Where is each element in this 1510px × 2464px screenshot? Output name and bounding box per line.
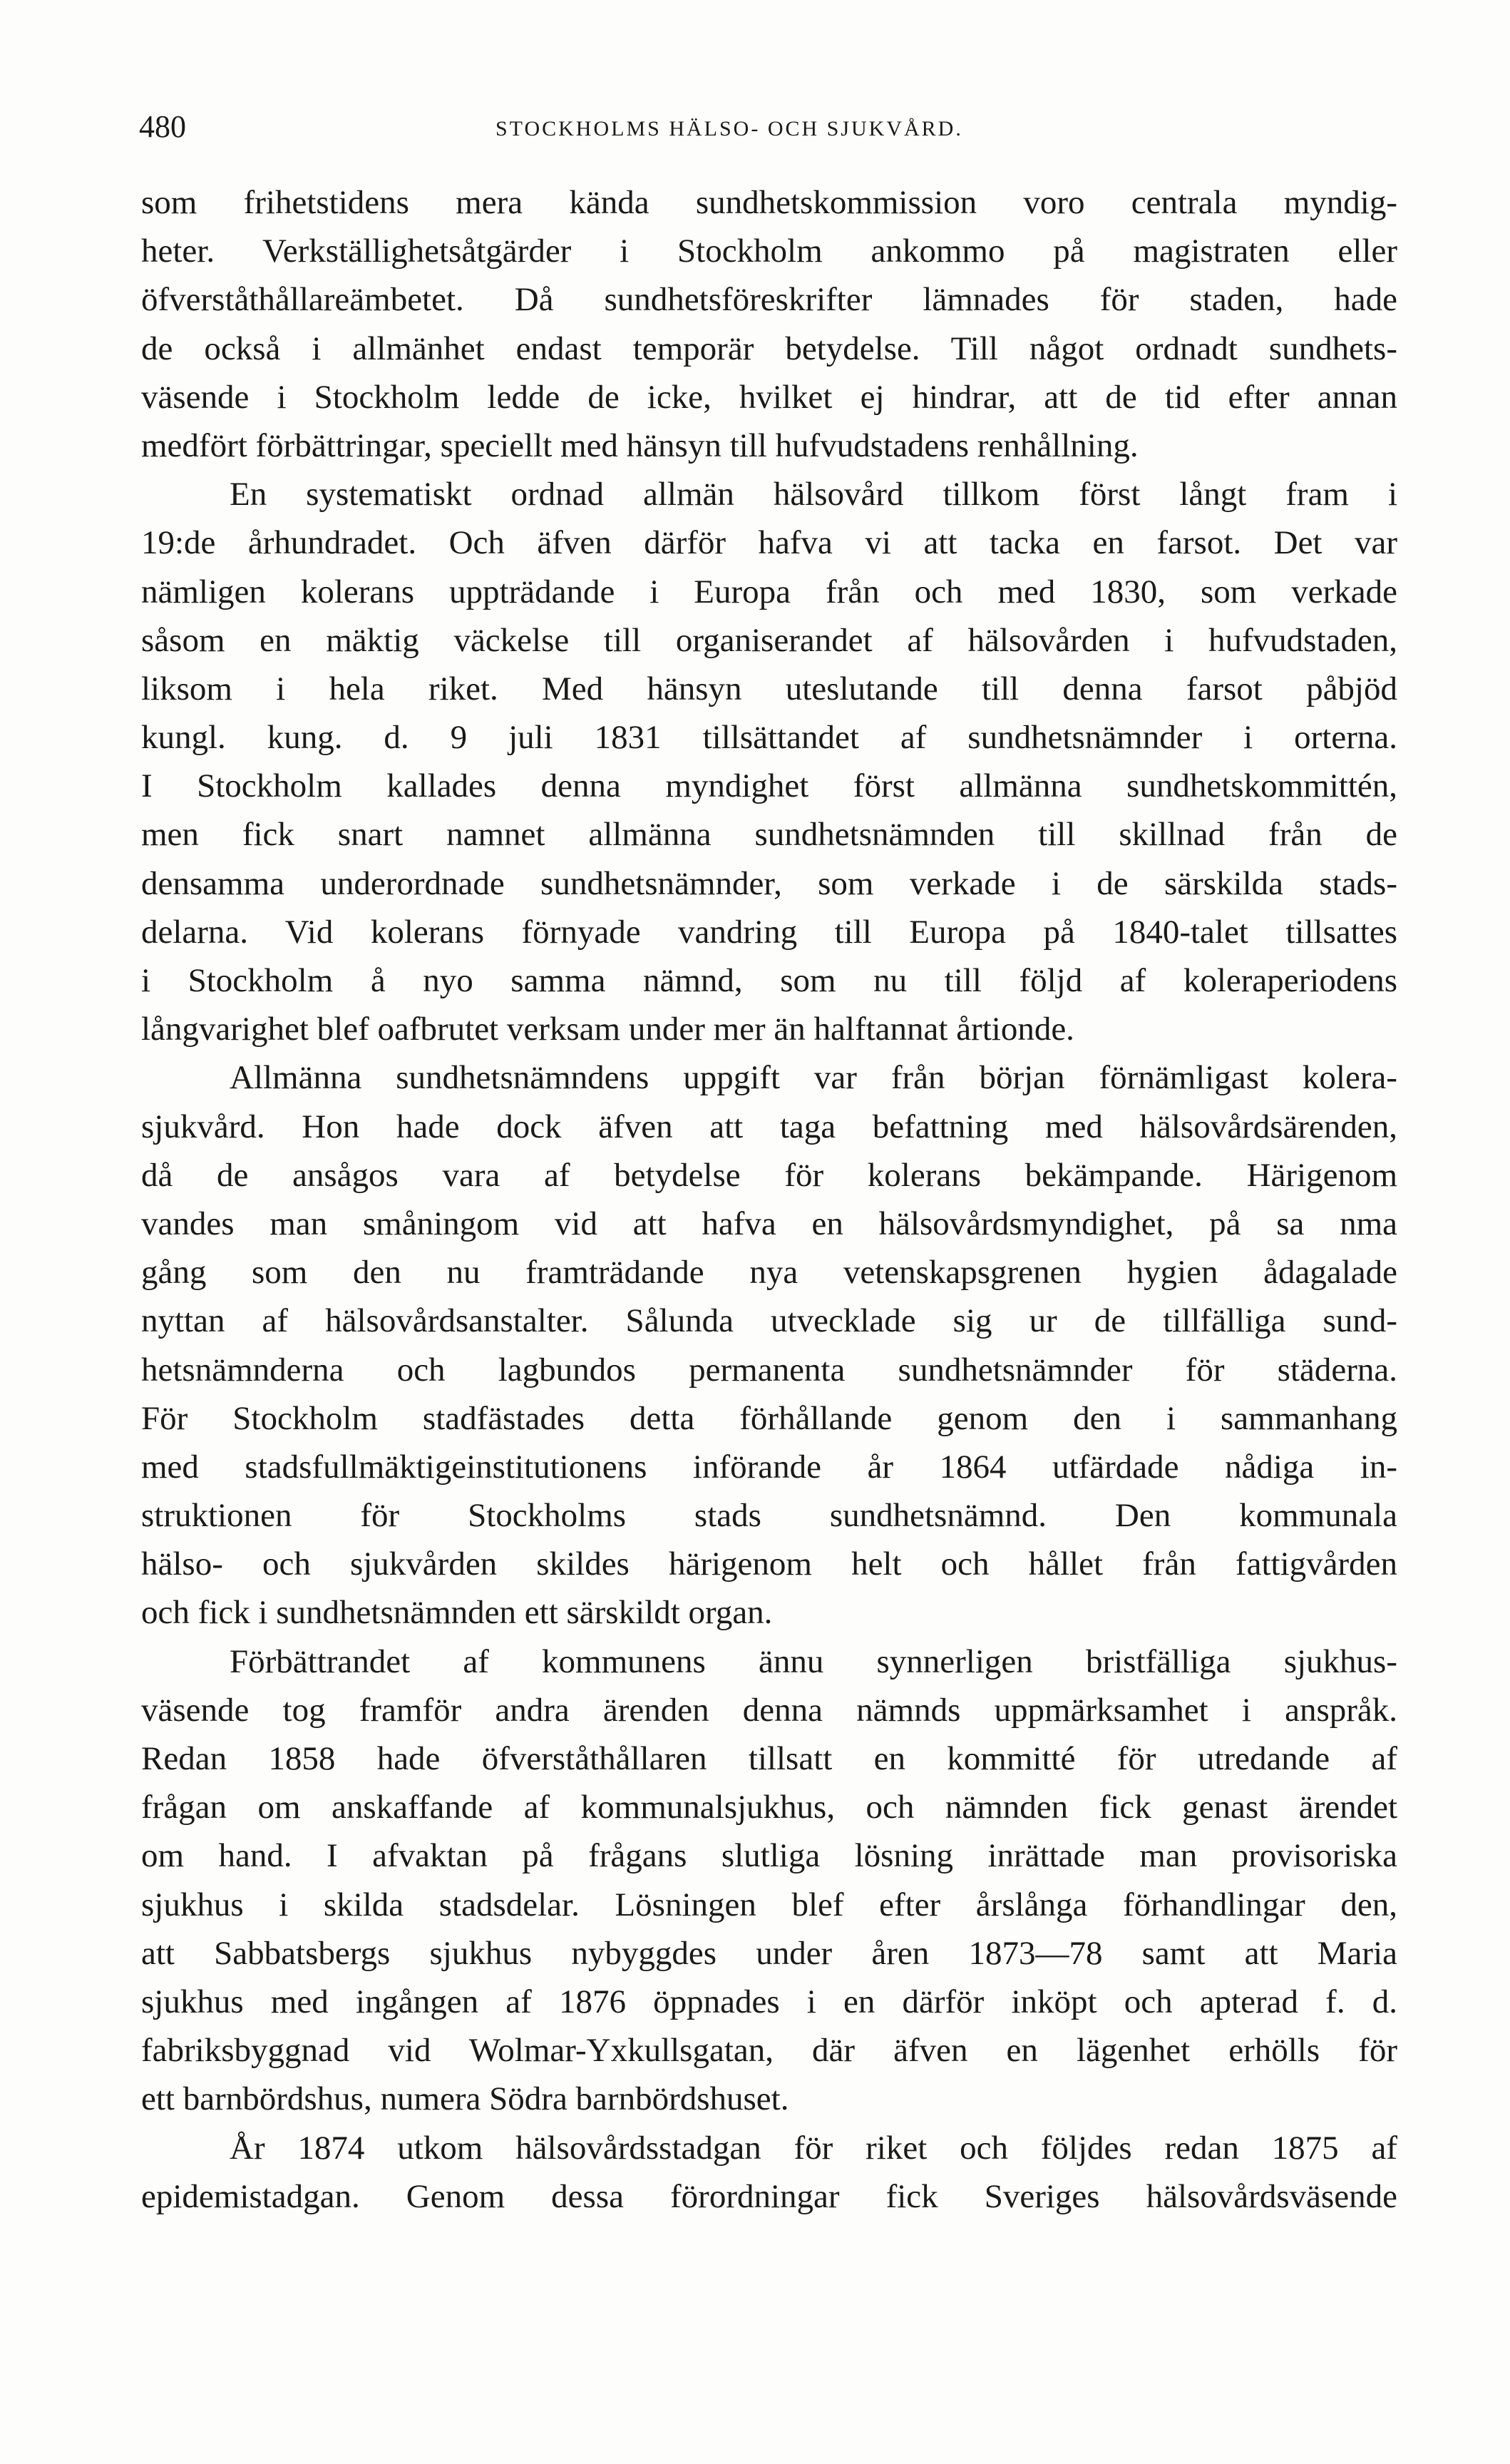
text-line: med stadsfullmäktigeinstitutionens införande år 1864 utfärdade nådiga in- [141, 1448, 1397, 1486]
text-line: de också i allmänhet endast temporär betydelse. Till något ordnadt sundhets- [141, 329, 1397, 367]
text-line: Redan 1858 hade öfverståthållaren tillsatt en kommitté för utredande af [141, 1740, 1397, 1777]
text-line: då de ansågos vara af betydelse för kolerans bekämpande. Härigenom [141, 1156, 1397, 1194]
text-line: men fick snart namnet allmänna sundhetsnämnden till skillnad från de [141, 816, 1397, 854]
text-line: År 1874 utkom hälsovårdsstadgan för riket och följdes redan 1875 af [230, 2129, 1397, 2167]
text-line: vandes man småningom vid att hafva en hälsovårdsmyndighet, på sa nma [141, 1205, 1397, 1242]
text-line: delarna. Vid kolerans förnyade vandring till Europa på 1840-talet tillsattes [141, 913, 1397, 951]
text-line: om hand. I afvaktan på frågans slutliga lösning inrättade man provisoriska [141, 1837, 1397, 1875]
page-header [139, 106, 1394, 155]
text-line: heter. Verkställighetsåtgärder i Stockholm ankommo på magistraten eller [141, 232, 1397, 270]
text-line: gång som den nu framträdande nya vetenskapsgrenen hygien ådagalade [141, 1254, 1397, 1292]
text-line: medfört förbättringar, speciellt med hänsyn till hufvudstadens renhållning. [141, 426, 1139, 464]
text-line: Förbättrandet af kommunens ännu synnerligen bristfälliga sjukhus- [230, 1642, 1397, 1680]
text-line: i Stockholm å nyo samma nämnd, som nu till följd af koleraperiodens [141, 962, 1397, 999]
page-number: 480 [139, 109, 186, 144]
text-line: och fick i sundhetsnämnden ett särskildt organ. [141, 1594, 773, 1632]
text-line: I Stockholm kallades denna myndighet först allmänna sundhetskommittén, [141, 767, 1397, 805]
text-line: att Sabbatsbergs sjukhus nybyggdes under åren 1873—78 samt att Maria [141, 1934, 1397, 1972]
text-line: hetsnämnderna och lagbundos permanenta sundhetsnämnder för städerna. [141, 1351, 1397, 1389]
text-line: fabriksbyggnad vid Wolmar-Yxkullsgatan, där äfven en lägenhet erhölls för [141, 2032, 1397, 2070]
text-line: epidemistadgan. Genom dessa förordningar fick Sveriges hälsovårdsväsende [141, 2177, 1397, 2215]
text-line: 19:de århundradet. Och äfven därför hafva vi att tacka en farsot. Det var [141, 524, 1397, 562]
text-line: hälso- och sjukvården skildes härigenom helt och hållet från fattigvården [141, 1545, 1397, 1583]
text-line: För Stockholm stadfästades detta förhållande genom den i sammanhang [141, 1399, 1397, 1437]
body-text [141, 178, 1397, 2221]
text-line: nyttan af hälsovårdsanstalter. Sålunda utvecklade sig ur de tillfälliga sund- [141, 1302, 1397, 1340]
text-line: som frihetstidens mera kända sundhetskommission voro centrala myndig- [141, 184, 1397, 221]
text-line: långvarighet blef oafbrutet verksam under mer än halftannat årtionde. [141, 1011, 1074, 1048]
text-line: frågan om anskaffande af kommunalsjukhus, och nämnden fick genast ärendet [141, 1789, 1397, 1826]
text-line: Allmänna sundhetsnämndens uppgift var från början förnämligast kolera- [230, 1059, 1397, 1097]
text-line: sjukhus med ingången af 1876 öppnades i en därför inköpt och apterad f. d. [141, 1983, 1397, 2020]
text-line: struktionen för Stockholms stads sundhetsnämnd. Den kommunala [141, 1497, 1397, 1535]
text-line: ett barnbördshus, numera Södra barnbördshuset. [141, 2080, 789, 2118]
running-head: STOCKHOLMS HÄLSO- OCH SJUKVÅRD. [495, 117, 963, 140]
text-line: sjukvård. Hon hade dock äfven att taga befattning med hälsovårdsärenden, [141, 1108, 1397, 1145]
text-line: såsom en mäktig väckelse till organiserandet af hälsovården i hufvudstaden, [141, 621, 1397, 659]
text-line: väsende i Stockholm ledde de icke, hvilket ej hindrar, att de tid efter annan [141, 378, 1397, 416]
text-line: liksom i hela riket. Med hänsyn uteslutande till denna farsot påbjöd [141, 670, 1397, 707]
text-line: öfverståthållareämbetet. Då sundhetsföreskrifter lämnades för staden, hade [141, 281, 1397, 319]
text-line: kungl. kung. d. 9 juli 1831 tillsättandet af sundhetsnämnder i orterna. [141, 719, 1397, 757]
text-line: densamma underordnade sundhetsnämnder, som verkade i de särskilda stads- [141, 864, 1397, 902]
text-line: sjukhus i skilda stadsdelar. Lösningen blef efter årslånga förhandlingar den, [141, 1886, 1397, 1923]
text-line: nämligen kolerans uppträdande i Europa från och med 1830, som verkade [141, 573, 1397, 610]
text-line: väsende tog framför andra ärenden denna nämnds uppmärksamhet i anspråk. [141, 1691, 1397, 1729]
text-line: En systematiskt ordnad allmän hälsovård tillkom först långt fram i [230, 476, 1397, 513]
